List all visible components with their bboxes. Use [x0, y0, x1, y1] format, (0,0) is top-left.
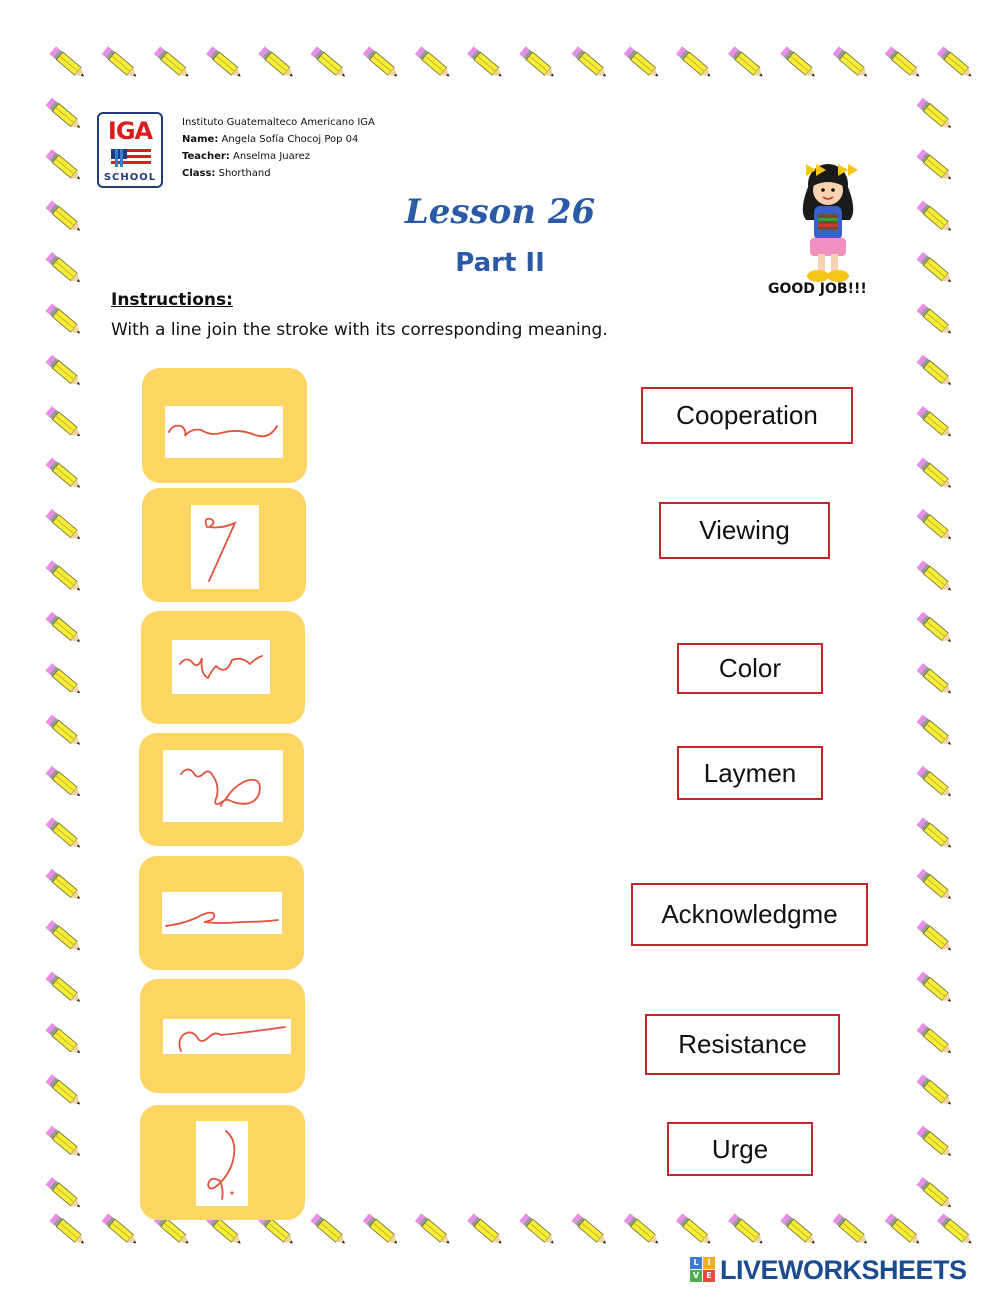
pencil-icon [916, 303, 954, 337]
liveworksheets-logo-icon: L I V E [690, 1257, 716, 1283]
pencil-icon [45, 458, 83, 492]
stroke-card [163, 1019, 291, 1054]
pencil-icon [467, 46, 505, 80]
pencil-icon [937, 1213, 975, 1247]
stroke-card [163, 750, 283, 822]
pencil-icon [45, 920, 83, 954]
name-label: Name: [182, 134, 219, 145]
word-box-viewing[interactable]: Viewing [659, 502, 830, 559]
teacher-label: Teacher: [182, 151, 230, 162]
liveworksheets-brand [690, 1252, 967, 1288]
pencil-icon [916, 98, 954, 132]
shorthand-stroke-6-icon [163, 1019, 291, 1054]
pencil-icon [45, 149, 83, 183]
pencil-icon [916, 458, 954, 492]
girl-illustration [788, 150, 868, 284]
pencil-icon [45, 1074, 83, 1108]
stroke-card [165, 406, 283, 458]
pencil-icon [49, 1213, 87, 1247]
pencil-icon [45, 612, 83, 646]
pencil-icon [916, 663, 954, 697]
pencil-icon [916, 766, 954, 800]
pencil-icon [102, 46, 140, 80]
pencil-icon [467, 1213, 505, 1247]
stroke-tile[interactable] [139, 733, 304, 846]
pencil-icon [258, 46, 296, 80]
stroke-card [196, 1121, 248, 1206]
pencil-icon [832, 1213, 870, 1247]
pencil-icon [45, 972, 83, 1006]
pencil-icon [45, 766, 83, 800]
pencil-icon [519, 1213, 557, 1247]
instructions-heading: Instructions: [111, 290, 233, 310]
word-box-acknowledgme[interactable]: Acknowledgme [631, 883, 868, 946]
pencil-icon [45, 1023, 83, 1057]
stroke-card [162, 892, 282, 934]
word-box-resistance[interactable]: Resistance [645, 1014, 840, 1075]
pencil-icon [780, 1213, 818, 1247]
pencil-icon [310, 46, 348, 80]
pencil-icon [45, 1177, 83, 1211]
pencil-icon [45, 509, 83, 543]
stroke-tile[interactable] [142, 368, 307, 483]
pencil-icon [916, 355, 954, 389]
pencil-icon [676, 1213, 714, 1247]
pencil-icon [154, 46, 192, 80]
pencil-icon [832, 46, 870, 80]
pencil-icon [916, 1023, 954, 1057]
liveworksheets-text: LIVEWORKSHEETS [720, 1254, 967, 1285]
shorthand-stroke-3-icon [172, 640, 270, 694]
pencil-icon [45, 355, 83, 389]
pencil-icon [916, 869, 954, 903]
good-job-label: GOOD JOB!!! [768, 281, 867, 297]
pencil-icon [415, 46, 453, 80]
pencil-icon [916, 972, 954, 1006]
pencil-icon [415, 1213, 453, 1247]
student-name: Angela Sofía Chocoj Pop 04 [221, 134, 359, 145]
pencil-icon [916, 612, 954, 646]
logo-subtext: SCHOOL [103, 172, 157, 183]
pencil-icon [780, 46, 818, 80]
word-box-urge[interactable]: Urge [667, 1122, 813, 1176]
page-subtitle: Part II [455, 248, 545, 278]
pencil-icon [45, 560, 83, 594]
teacher-name: Anselma Juarez [232, 151, 311, 162]
page-title: Lesson 26 [404, 192, 596, 232]
pencil-icon [624, 46, 662, 80]
pencil-icon [363, 46, 401, 80]
pencil-icon [102, 1213, 140, 1247]
pencil-icon [885, 1213, 923, 1247]
pencil-icon [916, 406, 954, 440]
pencil-icon [206, 46, 244, 80]
logo-text: IGA [107, 117, 153, 145]
pencil-icon [519, 46, 557, 80]
pencil-icon [916, 509, 954, 543]
stroke-card [191, 505, 259, 589]
instructions-text: With a line join the stroke with its corresponding meaning. [111, 320, 608, 340]
pencil-icon [45, 1126, 83, 1160]
word-box-cooperation[interactable]: Cooperation [641, 387, 853, 444]
header-info [182, 114, 375, 182]
pencil-icon [363, 1213, 401, 1247]
shorthand-stroke-2-icon [191, 505, 259, 589]
pencil-icon [45, 715, 83, 749]
stroke-tile[interactable] [140, 1105, 305, 1220]
pencil-icon [916, 1126, 954, 1160]
pencil-icon [728, 46, 766, 80]
shorthand-stroke-5-icon [162, 892, 282, 934]
pencil-icon [310, 1213, 348, 1247]
stroke-card [172, 640, 270, 694]
pencil-icon [624, 1213, 662, 1247]
pencil-icon [916, 715, 954, 749]
pencil-icon [916, 149, 954, 183]
pencil-icon [885, 46, 923, 80]
pencil-icon [937, 46, 975, 80]
pencil-icon [45, 98, 83, 132]
word-box-color[interactable]: Color [677, 643, 823, 694]
pencil-icon [45, 303, 83, 337]
pencil-icon [676, 46, 714, 80]
flag-icon [111, 149, 151, 167]
pencil-icon [916, 560, 954, 594]
class-label: Class: [182, 168, 216, 179]
class-name: Shorthand [218, 168, 271, 179]
shorthand-stroke-7-icon [196, 1121, 248, 1206]
pencil-icon [45, 406, 83, 440]
pencil-icon [45, 663, 83, 697]
pencil-icon [916, 1074, 954, 1108]
pencil-icon [49, 46, 87, 80]
shorthand-stroke-1-icon [165, 406, 283, 458]
pencil-icon [916, 920, 954, 954]
stroke-tile[interactable] [140, 979, 305, 1093]
pencil-icon [916, 817, 954, 851]
stroke-tile[interactable] [139, 856, 304, 970]
pencil-icon [45, 817, 83, 851]
pencil-icon [916, 1177, 954, 1211]
shorthand-stroke-4-icon [163, 750, 283, 822]
pencil-icon [45, 869, 83, 903]
school-name: Instituto Guatemalteco Americano IGA [182, 117, 375, 128]
stroke-tile[interactable] [141, 611, 305, 724]
pencil-icon [571, 1213, 609, 1247]
word-box-laymen[interactable]: Laymen [677, 746, 823, 800]
school-logo [97, 112, 163, 188]
stroke-tile[interactable] [142, 488, 306, 602]
pencil-icon [728, 1213, 766, 1247]
pencil-icon [571, 46, 609, 80]
